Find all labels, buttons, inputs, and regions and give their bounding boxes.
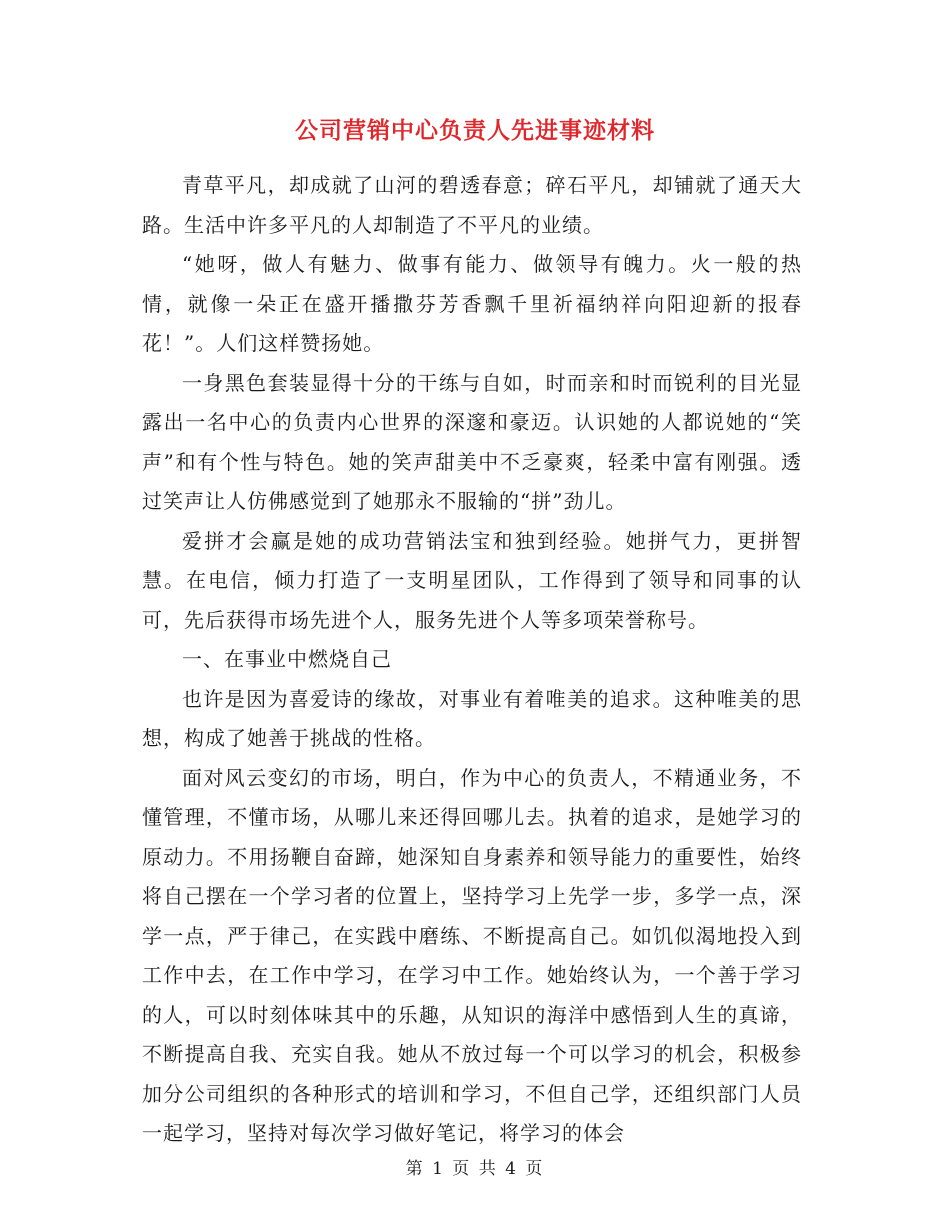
paragraph-2: “她呀，做人有魅力、做事有能力、做领导有魄力。火一般的热情，就像一朵正在盛开播撒芬芳香飘千里祈福纳祥向阳迎新的报春花！”。人们这样赞扬她。 xyxy=(142,252,802,355)
document-body xyxy=(142,166,802,1154)
paragraph-4: 爱拼才会赢是她的成功营销法宝和独到经验。她拼气力，更拼智慧。在电信，倾力打造了一支明星团队，工作得到了领导和同事的认可，先后获得市场先进个人，服务先进个人等多项荣誉称号。 xyxy=(142,528,802,632)
paragraph-6: 面对风云变幻的市场，明白，作为中心的负责人，不精通业务，不懂管理，不懂市场，从哪儿来还得回哪儿去。执着的追求，是她学习的原动力。不用扬鞭自奋蹄，她深知自身素养和领导能力的重要性，始终将自己摆在一个学习者的位置上，坚持学习上先学一步，多学一点，深学一点，严于律己，在实践中磨练、不断提高自己。如饥似渴地投入到工作中去，在工作中学习，在学习中工作。她始终认为，一个善于学习的人，可以时刻体味其中的乐趣，从知识的海洋中感悟到人生的真谛，不断提高自我、充实自我。她从不放过每一个可以学习的机会，积极参加分公司组织的各种形式的培训和学习，不但自己学，还组织部门人员一起学习，坚持对每次学习做好笔记，将学习的体会 xyxy=(142,765,802,1145)
document-title: 公司营销中心负责人先进事迹材料 xyxy=(295,117,655,144)
section-heading-1: 一、在事业中燃烧自己 xyxy=(182,647,392,671)
page-number-footer: 第 1 页 共 4 页 xyxy=(405,1159,545,1179)
paragraph-1: 青草平凡，却成就了山河的碧透春意；碎石平凡，却铺就了通天大路。生活中许多平凡的人却制造了不平凡的业绩。 xyxy=(142,173,802,237)
paragraph-5: 也许是因为喜爱诗的缘故，对事业有着唯美的追求。这种唯美的思想，构成了她善于挑战的性格。 xyxy=(142,686,802,750)
paragraph-3: 一身黑色套装显得十分的干练与自如，时而亲和时而锐利的目光显露出一名中心的负责内心世界的深邃和豪迈。认识她的人都说她的“笑声”和有个性与特色。她的笑声甜美中不乏豪爽，轻柔中富有刚强。透过笑声让人仿佛感觉到了她那永不服输的“拼”劲儿。 xyxy=(142,370,802,513)
